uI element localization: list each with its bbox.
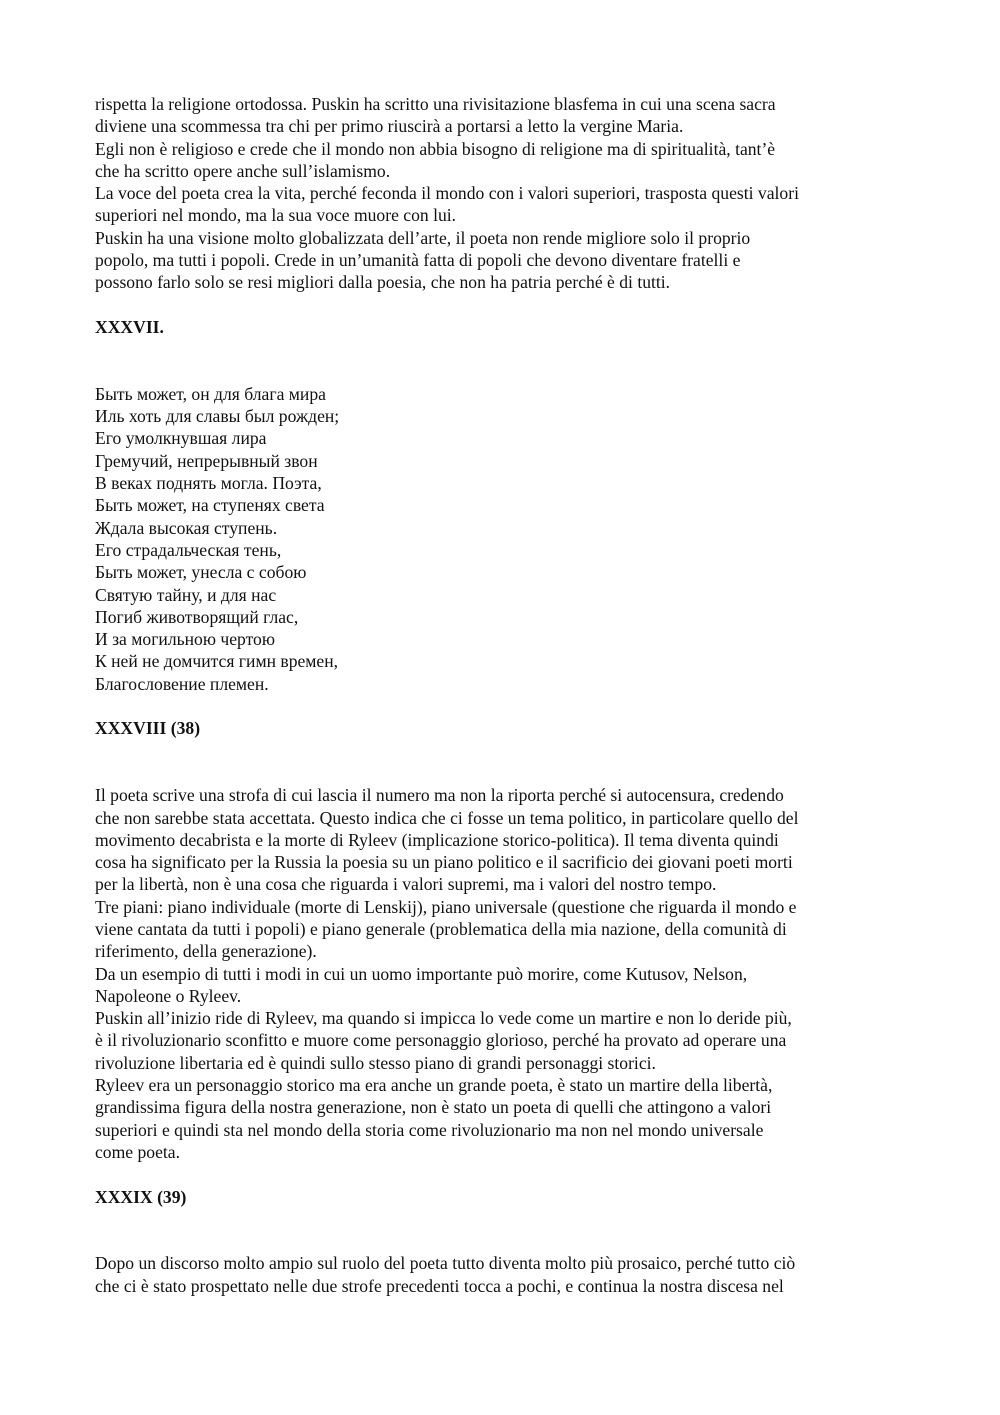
text-line: grandissima figura della nostra generazione, non è stato un poeta di quelli che attingono a valori (95, 1097, 772, 1118)
paragraph-gap (95, 762, 915, 784)
text-line: Tre piani: piano individuale (morte di Lenskij), piano universale (questione che riguarda il mondo e (95, 896, 797, 917)
text-line: Dopo un discorso molto ampio sul ruolo del poeta tutto diventa molto più prosaico, perché tutto ciò (95, 1253, 796, 1274)
text-line: che ci è stato prospettato nelle due strofe precedenti tocca a pochi, e continua la nostra discesa nel (95, 1275, 784, 1296)
paragraph (95, 1252, 915, 1297)
text-line: Ryleev era un personaggio storico ma era anche un grande poeta, è stato un martire della libertà, (95, 1075, 773, 1096)
paragraph-gap (95, 361, 915, 383)
text-line: rispetta la religione ortodossa. Puskin ha scritto una rivisitazione blasfema in cui una scena sacra (95, 94, 776, 114)
text-line: che non sarebbe stata accettata. Questo indica che ci fosse un tema politico, in particolare quello del (95, 807, 799, 828)
text-line: Ждала высокая ступень. (95, 517, 278, 538)
text-line: И за могильною чертою (95, 629, 276, 650)
text-line: rivoluzione libertaria ed è quindi sullo stesso piano di grandi personaggi storici. (95, 1052, 656, 1073)
text-line: movimento decabrista e la morte di Ryleev (implicazione storico-politica). Il tema diventa quindi (95, 829, 779, 850)
paragraph-gap (95, 740, 915, 762)
paragraph (95, 784, 915, 1163)
section-heading: XXXIX (39) (95, 1186, 187, 1207)
text-line: Puskin ha una visione molto globalizzata dell’arte, il poeta non rende migliore solo il proprio (95, 227, 751, 248)
paragraph-gap (95, 1208, 915, 1230)
section-heading: XXXVIII (38) (95, 718, 201, 739)
paragraph-gap (95, 1230, 915, 1252)
text-line: cosa ha significato per la Russia la poesia su un piano politico e il sacrificio dei giovani poeti morti (95, 852, 793, 873)
text-line: Погиб животворящий глас, (95, 606, 299, 627)
text-line: superiori nel mondo, ma la sua voce muore con lui. (95, 205, 457, 226)
text-line: diviene una scommessa tra chi per primo riuscirà a portarsi a letto la vergine Maria. (95, 116, 684, 137)
text-line: è il rivoluzionario sconfitto e muore come personaggio glorioso, perché ha provato ad operare una (95, 1030, 787, 1051)
paragraph-gap (95, 695, 915, 717)
text-line: Его умолкнувшая лира (95, 428, 267, 449)
paragraph-gap (95, 1163, 915, 1185)
text-line: Быть может, унесла с собою (95, 562, 307, 583)
paragraph-gap (95, 294, 915, 316)
text-line: possono farlo solo se resi migliori dalla poesia, che non ha patria perché è di tutti. (95, 272, 671, 293)
text-line: La voce del poeta crea la vita, perché feconda il mondo con i valori superiori, trasposta questi valori (95, 183, 799, 204)
text-line: viene cantata da tutti i popoli) e piano generale (problematica della mia nazione, della comunità di (95, 918, 787, 939)
text-line: К ней не домчится гимн времен, (95, 651, 339, 672)
paragraph (95, 93, 915, 294)
text-line: che ha scritto opere anche sull’islamismo. (95, 160, 391, 181)
text-line: come poeta. (95, 1141, 180, 1162)
text-line: per la libertà, non è una cosa che riguarda i valori supremi, ma i valori del nostro tempo. (95, 874, 717, 895)
text-line: Da un esempio di tutti i modi in cui un uomo importante può morire, come Kutusov, Nelson, (95, 963, 748, 984)
text-line: Быть может, на ступенях света (95, 495, 325, 516)
text-line: Гремучий, непрерывный звон (95, 450, 318, 471)
section-heading: XXXVII. (95, 316, 164, 337)
text-line: Благословение племен. (95, 673, 269, 694)
text-line: Egli non è religioso e crede che il mondo non abbia bisogno di religione ma di spiritualità, tant’è (95, 138, 776, 159)
text-line: popolo, ma tutti i popoli. Crede in un’umanità fatta di popoli che devono diventare fratelli e (95, 250, 741, 271)
text-line: Быть может, он для блага мира (95, 383, 326, 404)
text-line: superiori e quindi sta nel mondo della storia come rivoluzionario ma non nel mondo universale (95, 1119, 764, 1140)
text-line: Его страдальческая тень, (95, 539, 282, 560)
text-line: В веках поднять могла. Поэта, (95, 473, 322, 494)
text-line: Il poeta scrive una strofa di cui lascia il numero ma non la riporta perché si autocensura, credendo (95, 785, 784, 806)
paragraph (95, 383, 915, 695)
text-line: Puskin all’inizio ride di Ryleev, ma quando si impicca lo vede come un martire e non lo deride più, (95, 1008, 792, 1029)
text-line: Иль хоть для славы был рожден; (95, 406, 340, 427)
text-line: riferimento, della generazione). (95, 941, 317, 962)
text-line: Святую тайну, и для нас (95, 584, 277, 605)
text-line: Napoleone o Ryleev. (95, 985, 242, 1006)
document-page (95, 93, 915, 1297)
paragraph-gap (95, 338, 915, 360)
